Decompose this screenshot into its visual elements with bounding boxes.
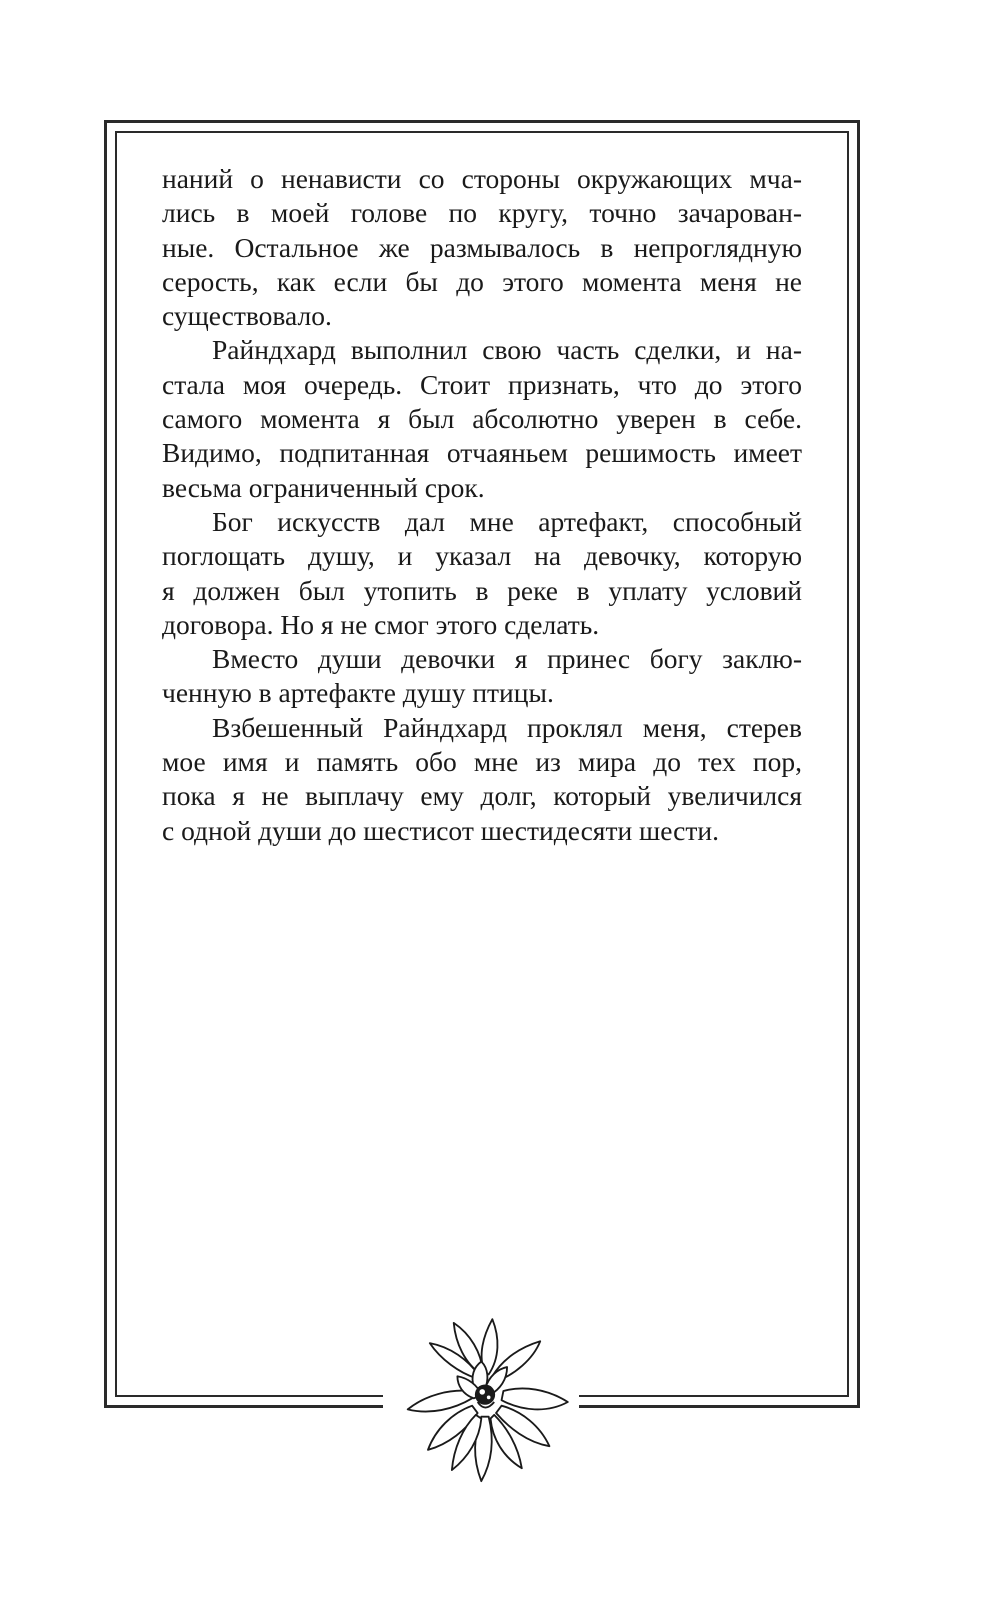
text-line: мое имя и память обо мне из мира до тех пор, <box>162 746 802 778</box>
text-line: Бог искусств дал мне артефакт, способный <box>212 505 802 537</box>
text-line: Райндхард выполнил свою часть сделки, и на- <box>212 334 802 366</box>
text-line: Вместо души девочки я принес богу заклю- <box>212 643 802 675</box>
text-line: поглощать душу, и указал на девочку, которую <box>162 540 802 572</box>
text-line: пока я не выплачу ему долг, который увеличился <box>162 780 802 812</box>
text-line: весьма ограниченный срок. <box>162 471 485 503</box>
text-line: Видимо, подпитанная отчаяньем решимость имеет <box>162 437 802 469</box>
text-line: с одной души до шестисот шестидесяти шести. <box>162 814 719 846</box>
text-line: существовало. <box>162 300 332 332</box>
body-text <box>162 162 802 848</box>
text-line: лись в моей голове по кругу, точно зачарован- <box>162 197 802 229</box>
lotus-flower-icon <box>393 1310 577 1494</box>
text-line: серость, как если бы до этого момента меня не <box>162 265 802 297</box>
text-line: я должен был утопить в реке в уплату условий <box>162 574 802 606</box>
text-line: наний о ненависти со стороны окружающих мча- <box>162 163 802 194</box>
text-line: ченную в артефакте душу птицы. <box>162 677 554 709</box>
text-line: самого момента я был абсолютно уверен в себе. <box>162 403 802 435</box>
text-line: ные. Остальное же размывалось в непроглядную <box>162 231 802 263</box>
text-line: Взбешенный Райндхард проклял меня, стерев <box>212 711 802 743</box>
text-line: стала моя очередь. Стоит признать, что до этого <box>162 368 802 400</box>
text-line: договора. Но я не смог этого сделать. <box>162 608 600 640</box>
